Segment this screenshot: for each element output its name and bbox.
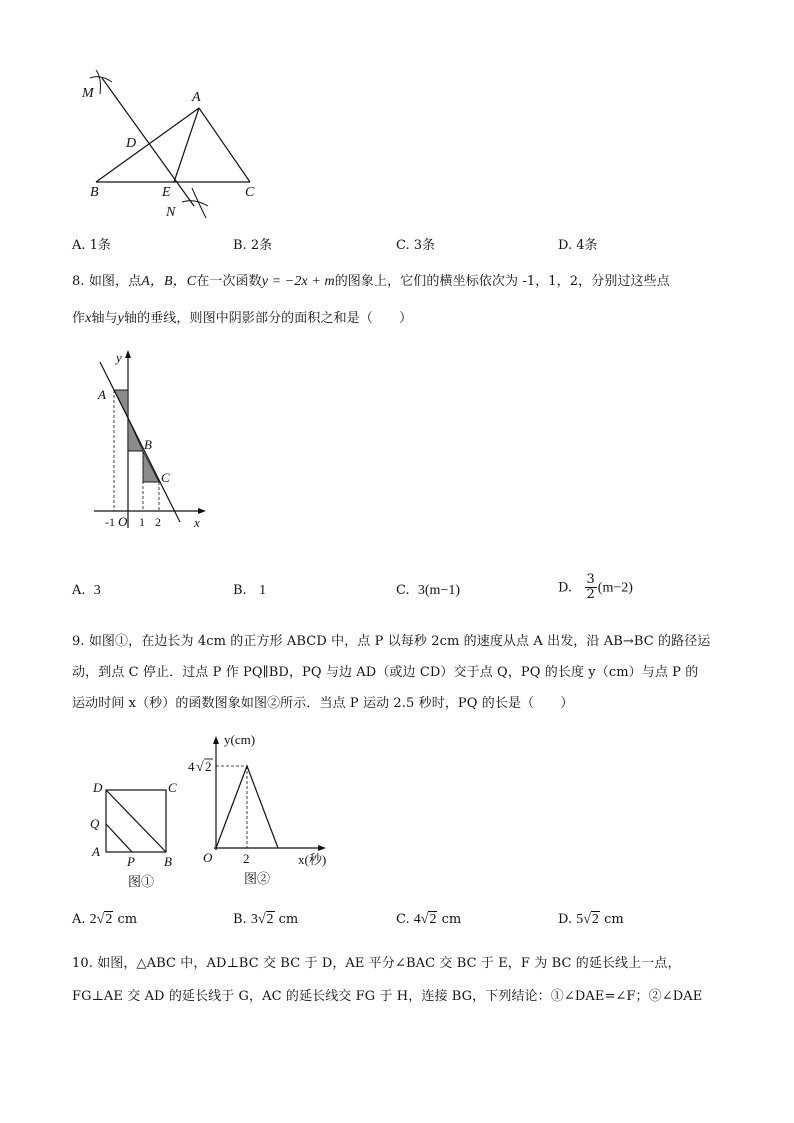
arc-n-2	[192, 188, 206, 218]
label-b: B	[144, 437, 152, 452]
q7-option-c[interactable]: C. 3条	[396, 238, 436, 253]
arc-n-1	[182, 201, 208, 206]
label-c: C	[161, 470, 170, 485]
q8-option-a[interactable]: A. 3	[72, 583, 101, 598]
tick-2: 2	[155, 515, 161, 529]
peak-radical-sign: √	[196, 760, 204, 775]
q9-stem-line1: 9. 如图①，在边长为 4cm 的正方形 ABCD 中，点 P 以每秒 2cm 的速度从点 A 出发，沿 AB→BC 的路径运	[72, 634, 711, 649]
tick-2: 2	[243, 851, 250, 866]
x-axis-label: x(秒)	[298, 852, 327, 867]
segment-ba	[96, 108, 199, 182]
diagonal-bd	[106, 790, 166, 852]
label-a: A	[92, 844, 100, 859]
arc-m-1	[90, 77, 112, 82]
q7-option-d[interactable]: D. 4条	[558, 238, 598, 253]
q8-option-b[interactable]: B. 1	[233, 583, 267, 598]
q8-figure	[90, 348, 215, 533]
q9-options	[0, 912, 794, 936]
q8-option-c[interactable]: C. 3(m−1)	[396, 583, 460, 598]
x-axis-arrow	[198, 508, 206, 514]
label-o: O	[203, 850, 213, 865]
y-axis-arrow	[213, 736, 219, 744]
label-c: C	[245, 185, 255, 200]
q10-stem-line1: 10. 如图，△ABC 中，AD⊥BC 交 BC 于 D，AE 平分∠BAC 交 BC 于 E，F 为 BC 的延长线上一点，	[72, 956, 681, 971]
peak-coef: 4	[188, 759, 195, 774]
q8-stem-line1: 8. 如图，点A，B，C在一次函数y = −2x + m的图象上，它们的横坐标依次为 -1，1，2，分别过这些点	[72, 274, 670, 289]
figure-2-caption: 图②	[244, 871, 271, 886]
q10-stem-line2: FG⊥AE 交 AD 的延长线于 G，AC 的延长线交 FG 于 H，连接 BG，下列结论：①∠DAE=∠F；②∠DAE	[72, 989, 703, 1004]
function-line	[100, 362, 180, 522]
q7-options	[0, 234, 794, 258]
label-x: x	[194, 515, 200, 530]
segment-ac	[199, 108, 250, 182]
label-m: M	[82, 86, 94, 101]
shaded-triangle-c	[143, 451, 159, 482]
q8-stem-line2: 作x轴与y轴的垂线，则图中阴影部分的面积之和是（ ）	[72, 311, 413, 326]
label-b: B	[90, 185, 99, 200]
q9-stem-line2: 动，到点 C 停止．过点 P 作 PQ∥BD，PQ 与边 AD（或边 CD）交于点 Q，PQ 的长度 y（cm）与点 P 的	[72, 665, 699, 680]
q9-figure-1	[86, 776, 186, 892]
label-d: D	[93, 780, 103, 795]
segment-pq	[106, 824, 132, 852]
q7-option-b[interactable]: B. 2条	[233, 238, 273, 253]
label-o: O	[118, 514, 128, 529]
q9-figure-2	[186, 728, 336, 890]
label-q: Q	[90, 816, 100, 831]
label-e: E	[162, 185, 171, 200]
q8-option-d[interactable]: D. $\frac{3}{2}$ (m−2)	[558, 572, 633, 603]
label-a: A	[192, 90, 201, 105]
fraction: $\frac{3}{2}$	[586, 572, 595, 603]
label-p: P	[127, 854, 135, 869]
label-c: C	[168, 780, 177, 795]
label-y: y	[116, 350, 122, 365]
q9-option-d[interactable]: D. 5√ 2 cm	[558, 912, 624, 928]
q7-figure	[70, 66, 270, 224]
q9-stem-line3: 运动时间 x（秒）的函数图象如图②所示．当点 P 运动 2.5 秒时，PQ 的长是（ ）	[72, 696, 574, 711]
q8-equation: y = −2x + m	[261, 274, 335, 289]
label-b: B	[164, 854, 172, 869]
segment-ae	[174, 108, 199, 182]
arc-m-2	[96, 70, 101, 94]
q9-option-a[interactable]: A. 2√ 2 cm	[72, 912, 137, 928]
q9-option-b[interactable]: B. 3√ 2 cm	[233, 912, 298, 928]
label-n: N	[166, 205, 176, 220]
q8-options	[0, 572, 794, 610]
label-a: A	[98, 387, 106, 402]
tick-1: 1	[139, 515, 145, 529]
tick-neg1: -1	[105, 515, 115, 529]
x-axis-arrow	[318, 845, 326, 851]
q7-option-a[interactable]: A. 1条	[72, 238, 111, 253]
perpendicular-bisector-mn	[102, 78, 194, 206]
y-axis-label: y(cm)	[224, 732, 256, 747]
peak-radicand: 2	[205, 759, 212, 774]
label-d: D	[126, 136, 137, 151]
q9-option-c[interactable]: C. 4√ 2 cm	[396, 912, 461, 928]
figure-1-caption: 图①	[128, 874, 155, 889]
y-axis-arrow	[125, 350, 131, 358]
